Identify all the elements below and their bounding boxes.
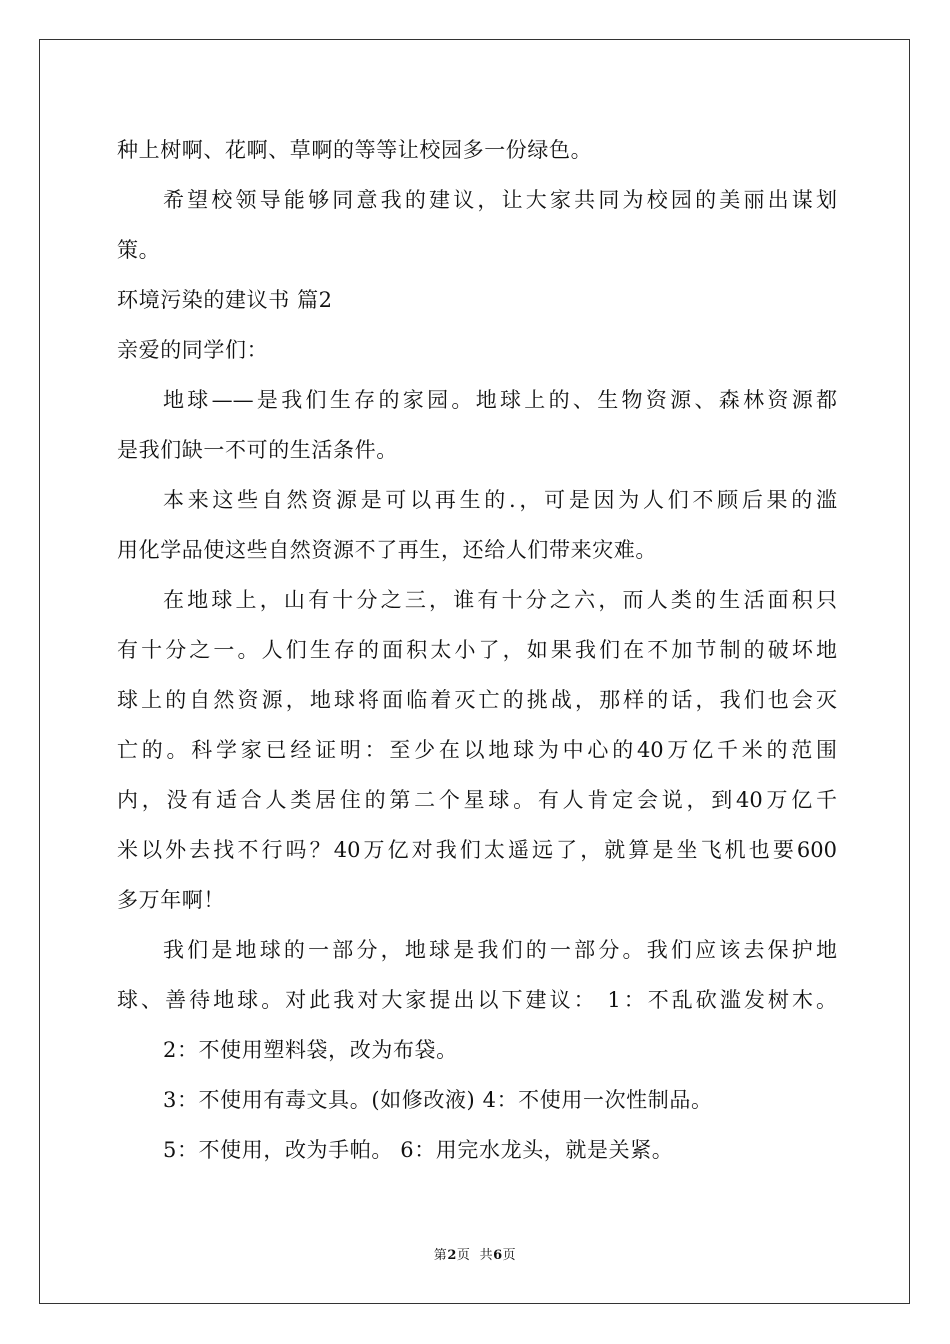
paragraph-line: 地球——是我们生存的家园。地球上的、生物资源、森林资源都 (163, 388, 837, 412)
paragraph-line: 多万年啊！ (117, 888, 225, 912)
page-total: 6 (493, 1248, 503, 1263)
paragraph-line: 在地球上，山有十分之三，谁有十分之六，而人类的生活面积只 (163, 588, 837, 612)
paragraph-line: 策。 (117, 238, 161, 262)
salutation: 亲爱的同学们： (117, 338, 269, 362)
section-heading: 环境污染的建议书 篇2 (117, 288, 333, 312)
page-current: 2 (447, 1248, 457, 1263)
suggestion-line: 2：不使用塑料袋，改为布袋。 (163, 1038, 458, 1062)
paragraph-line: 亡的。科学家已经证明：至少在以地球为中心的40万亿千米的范围 (117, 738, 837, 762)
paragraph-line: 米以外去找不行吗？40万亿对我们太遥远了，就算是坐飞机也要600 (117, 838, 837, 862)
paragraph-line: 本来这些自然资源是可以再生的.，可是因为人们不顾后果的滥 (163, 488, 837, 512)
paragraph-line: 我们是地球的一部分，地球是我们的一部分。我们应该去保护地 (163, 938, 837, 962)
paragraph-line: 种上树啊、花啊、草啊的等等让校园多一份绿色。 (117, 138, 593, 162)
suggestion-line: 5：不使用，改为手帕。 6：用完水龙头，就是关紧。 (163, 1138, 674, 1162)
paragraph-line: 是我们缺一不可的生活条件。 (117, 438, 398, 462)
page-number-footer (0, 1247, 950, 1265)
suggestion-line: 3：不使用有毒文具。(如修改液) 4：不使用一次性制品。 (163, 1088, 713, 1112)
paragraph-line: 球、善待地球。对此我对大家提出以下建议： 1：不乱砍滥发树木。 (117, 988, 837, 1012)
page-suffix: 页 (502, 1248, 517, 1263)
page-prefix: 第 (433, 1248, 448, 1263)
paragraph-line: 球上的自然资源，地球将面临着灭亡的挑战，那样的话，我们也会灭 (117, 688, 837, 712)
paragraph-line: 希望校领导能够同意我的建议，让大家共同为校园的美丽出谋划 (163, 188, 837, 212)
page-mid: 页 共 (456, 1248, 494, 1263)
paragraph-line: 用化学品使这些自然资源不了再生，还给人们带来灾难。 (117, 538, 657, 562)
paragraph-line: 有十分之一。人们生存的面积太小了，如果我们在不加节制的破坏地 (117, 638, 837, 662)
paragraph-line: 内，没有适合人类居住的第二个星球。有人肯定会说，到40万亿千 (117, 788, 837, 812)
